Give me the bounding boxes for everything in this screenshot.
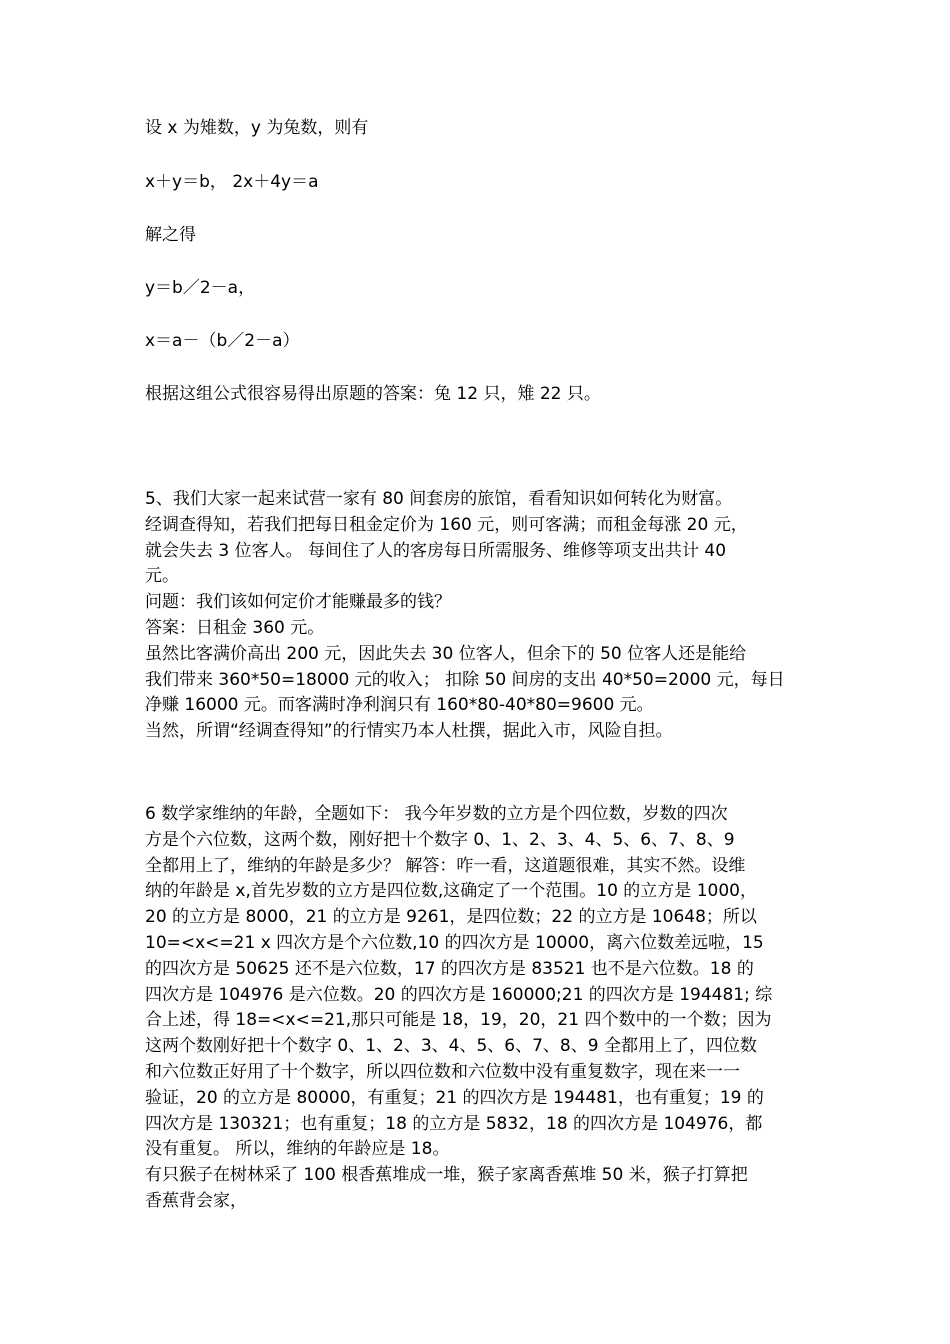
intro-line-2: x＋y＝b， 2x＋4y＝a: [145, 172, 319, 192]
q6-line: 没有重复。 所以，维纳的年龄应是 18。: [145, 1139, 450, 1160]
q5-line: 5、我们大家一起来试营一家有 80 间套房的旅馆，看看知识如何转化为财富。: [145, 489, 733, 509]
q5-line: 我们带来 360*50=18000 元的收入； 扣除 50 间房的支出 40*50=2000 元，每日: [145, 669, 785, 690]
q6-line: 10=<x<=21 x 四次方是个六位数,10 的四次方是 10000，离六位数差远啦，15: [145, 932, 764, 953]
intro-line-3: 解之得: [145, 225, 196, 245]
q6-line: 香蕉背会家，: [145, 1190, 247, 1211]
question-5: [145, 487, 813, 745]
intro-line-6: 根据这组公式很容易得出原题的答案：兔 12 只，雉 22 只。: [145, 384, 601, 404]
q5-line: 当然，所谓“经调查得知”的行情实乃本人杜撰，据此入市，风险自担。: [145, 721, 673, 742]
q6-line: 6 数学家维纳的年龄，全题如下： 我今年岁数的立方是个四位数，岁数的四次: [145, 804, 728, 824]
q5-line: 问题：我们该如何定价才能赚最多的钱？: [145, 592, 451, 613]
q6-line: 20 的立方是 8000，21 的立方是 9261，是四位数；22 的立方是 10648；所以: [145, 907, 757, 928]
q5-line: 答案：日租金 360 元。: [145, 617, 325, 638]
q6-line: 这两个数刚好把十个数字 0、1、2、3、4、5、6、7、8、9 全都用上了，四位数: [145, 1036, 757, 1057]
q6-line: 和六位数正好用了十个数字，所以四位数和六位数中没有重复数字，现在来一一: [145, 1061, 740, 1082]
q6-line: 有只猴子在树林采了 100 根香蕉堆成一堆，猴子家离香蕉堆 50 米，猴子打算把: [145, 1165, 748, 1186]
q6-line: 的四次方是 50625 还不是六位数，17 的四次方是 83521 也不是六位数。18 的: [145, 958, 754, 979]
intro-line-4: y＝b／2－a，: [145, 278, 256, 298]
q5-line: 元。: [145, 566, 179, 587]
q6-line: 四次方是 104976 是六位数。20 的四次方是 160000;21 的四次方是 194481; 综: [145, 984, 773, 1005]
q6-line: 纳的年龄是 x,首先岁数的立方是四位数,这确定了一个范围。10 的立方是 1000，: [145, 881, 757, 902]
q6-line: 合上述，得 18=<x<=21,那只可能是 18，19，20，21 四个数中的一个数；因为: [145, 1010, 772, 1031]
q6-line: 四次方是 130321；也有重复；18 的立方是 5832，18 的四次方是 104976，都: [145, 1113, 763, 1134]
q5-line: 就会失去 3 位客人。 每间住了人的客房每日所需服务、维修等项支出共计 40: [145, 540, 727, 561]
question-6: [145, 802, 813, 1215]
q5-line: 净赚 16000 元。而客满时净利润只有 160*80-40*80=9600 元。: [145, 695, 654, 716]
intro-line-5: x＝a－（b／2－a）: [145, 331, 300, 351]
q6-line: 全都用上了，维纳的年龄是多少？ 解答：咋一看，这道题很难，其实不然。设维: [145, 855, 746, 876]
q5-line: 经调查得知，若我们把每日租金定价为 160 元，则可客满；而租金每涨 20 元，: [145, 514, 748, 535]
intro-line-1: 设 x 为雉数，y 为兔数，则有: [145, 118, 369, 138]
q5-line: 虽然比客满价高出 200 元，因此失去 30 位客人，但余下的 50 位客人还是能给: [145, 643, 747, 664]
q6-line: 验证，20 的立方是 80000，有重复；21 的四次方是 194481，也有重复；19 的: [145, 1087, 764, 1108]
q6-line: 方是个六位数，这两个数，刚好把十个数字 0、1、2、3、4、5、6、7、8、9: [145, 829, 735, 850]
